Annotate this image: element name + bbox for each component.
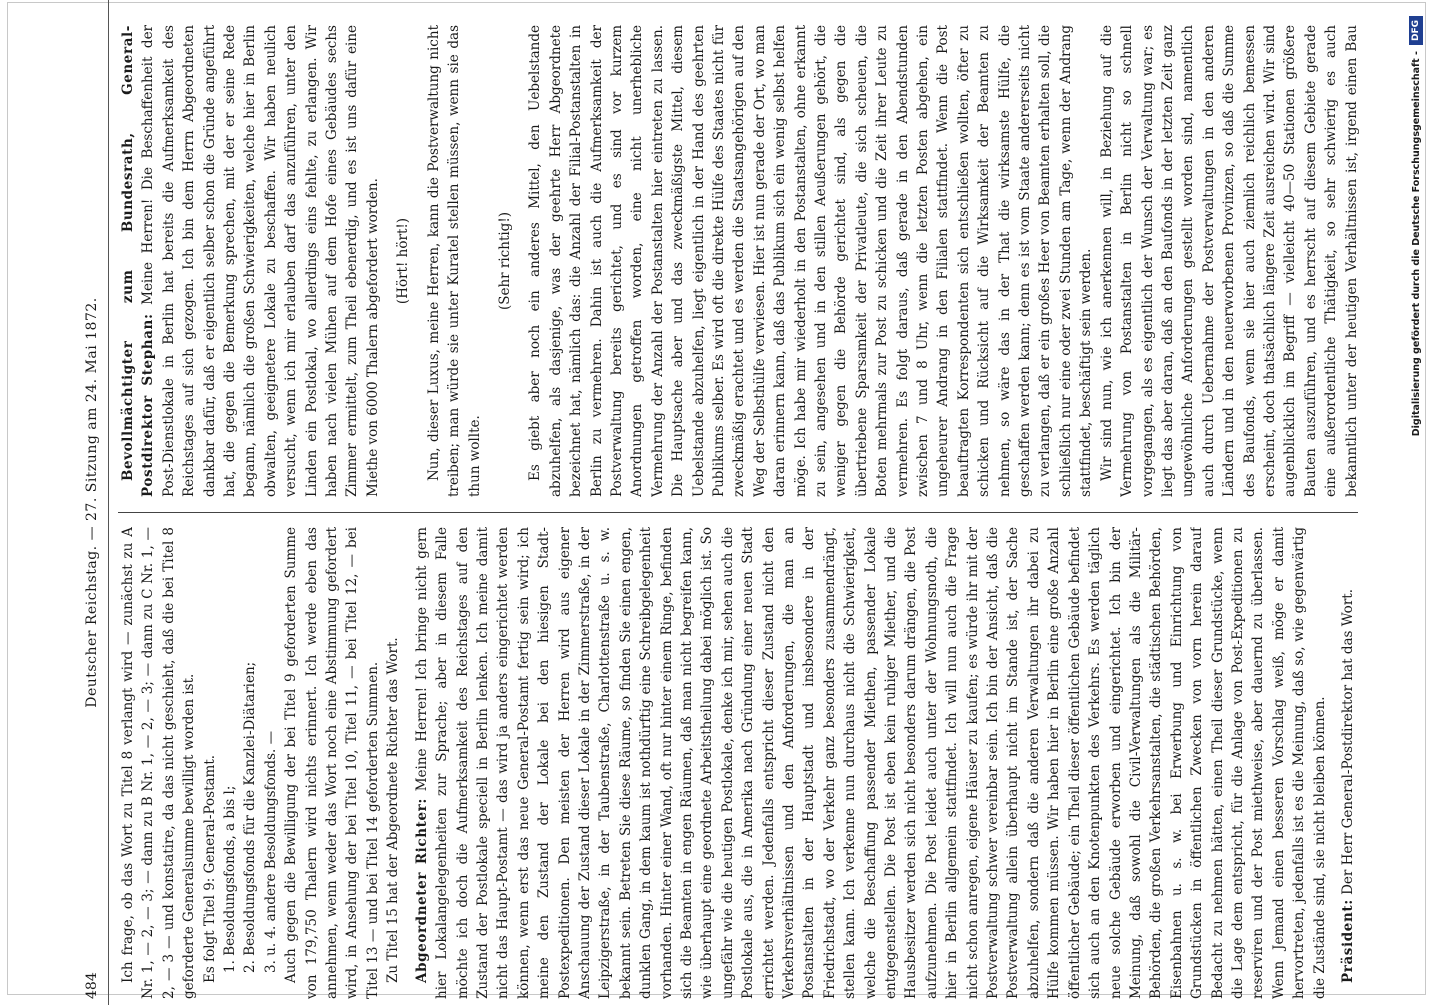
paragraph: Wir sind nun, wie ich anerkennen will, in Beziehung auf die Vermehrung von Postanstalten in Berlin nicht so schnell vorgegangen, als es eigentlich der Wunsch der Verwaltung war; es liegt das aber daran, daß an den Baufonds in der letzten Zeit ganz ungewöhnliche Anforderungen gestellt worden sind, namentlich auch durch Uebernahme der Postverwaltungen in den anderen Ländern und in den neuerworbenen Provinzen, so daß die Summe des Baufonds, wenn sie hier auch ziemlich reichlich bemessen erscheint, doch thatsächlich längere Zeit ausreichen wird. Wir sind augenblicklich im Begriff — vielleicht 40—50 Stationen größere Bauten auszuführen, und es herrscht auf diesem Gebiete gerade eine außerordentliche Thätigkeit, so sehr schwierig es auch bekanntlich unter der heutigen Verhältnissen ist, irgend einen Bau (1098, 25, 1360, 497)
list-item: 2. Besoldungsfonds für die Kanzlei-Diätarien; (242, 661, 259, 973)
paragraph: Nun, dieser Luxus, meine Herren, kann die Postverwaltung nicht treiben; man würde sie unter Kuratel stellen müssen, wenn sie das thun wollte. (425, 25, 483, 497)
page-number: 484 (84, 972, 100, 999)
speech-richter: Abgeordneter Richter: Meine Herren! Ich bringe nicht gern hier Lokalangelegenheiten zur Sprache; aber in diesem Falle möchte ich doch die Aufmerksamkeit des Reichstages auf den Zustand der Postlokale speciell in Berlin lenken. Ich meine damit nicht das Haupt-Postamt — das wird ja anders eingerichtet werden können, wenn erst das neue General-Postamt fertig sein wird; ich meine den Zustand der Lokale bei den hiesigen Stadt-Postexpeditionen. Den meisten der Herren wird aus eigener Anschauung der Zustand dieser Lokale in der Zimmerstraße, in der Leipzigerstraße, in der Taubenstraße, Charlottenstraße u. s. w. bekannt sein. Betreten Sie diese Räume, so finden Sie einen engen, dunklen Gang, in dem kaum ist nothdürftig eine Schreibgelegenheit vorhanden. Hinter einer Wand, oft nur hinter einem Ringe, befinden sich die Beamten in engen Räumen, daß man nicht begreifen kann, wie überhaupt eine geordnete Arbeitstheilung dabei möglich ist. So ungefähr wie die heutigen Postlokale, denke ich mir, sehen auch die Postlokale aus, die in Amerika nach Gründung einer neuen Stadt errichtet werden. Jedenfalls entspricht dieser Zustand nicht den Verkehrsverhältnissen und den Anforderungen, die man an Postanstalten in der Hauptstadt und insbesondere in der Friedrichstadt, wo der Verkehr ganz besonders zusammendrängt, stellen kann. Ich verkenne nun durchaus nicht die Schwierigkeit, welche die Beschaffung passender Miethen, passender Lokale entgegenstellen. Die Post ist eben kein ruhiger Miether, und die Hausbesitzer werden sich nicht besonders darum drängen, die Post aufzunehmen. Die Post leidet auch unter der Wohnungsnoth, die hier in Berlin allgemein stattfindet. Ich will nun auch die Frage nicht schon anregen, eigene Häuser zu kaufen; es würde ihr mit der Postverwaltung schwer vereinbar sein. Ich bin der Ansicht, daß die Postverwaltung allein überhaupt nicht im Stande ist, der Sache abzuhelfen, sondern daß die anderen Verwaltungen ihr dabei zu Hülfe kommen müssen. Wir haben hier in Berlin eine große Anzahl öffentlicher Gebäude; ein Theil dieser öffentlichen Gebäude befindet sich auch an den Knotenpunkten des Verkehrs. Es werden täglich neue solche Gebäude erworben und eingerichtet. Ich bin der Meinung, daß sowohl die Civil-Verwaltungen als die Militär-Behörden, die großen Verkehrsanstalten, die städtischen Behörden, Eisenbahnen u. s. w. bei Erwerbung und Einrichtung von Grundstücken in öffentlichen Zwecken von vorn herein darauf Bedacht zu nehmen hätten, einen Theil dieser Grundstücke, wenn die Lage dem entspricht, für die Anlage von Post-Expeditionen zu reserviren und der Post miethweise, aber dauernd zu überlassen. Wenn Jemand einen besseren Vorschlag weiß, möge er damit hervortreten, jedenfalls ist es die Meinung, daß so, wie gegenwärtig die Zustände sind, sie nicht bleiben können. (413, 527, 1328, 999)
speaker-name: Abgeordneter Richter: (413, 798, 430, 983)
column-divider (118, 512, 1358, 513)
digitization-sidebar (1404, 6, 1426, 994)
list-item: 3. u. 4. andere Besoldungsfonds. — (262, 730, 279, 973)
paragraph: Zu Titel 15 hat der Abgeordnete Richter das Wort. (385, 637, 402, 983)
dfg-logo: DFG (1409, 16, 1423, 45)
paragraph: Es giebt aber noch ein anderes Mittel, den Uebelstande abzuhelfen, als dasjenige, was der geehrte Herr Abgeordnete bezeichnet hat, nämlich das: die Anzahl der Filial-Postanstalten in Berlin zu vermehren. Dahin ist auch die Aufmerksamkeit der Postverwaltung bereits gerichtet, und es sind vor kurzem Anordnungen getroffen worden, eine nicht unerhebliche Vermehrung der Anzahl der Postanstalten hier eintreten zu lassen. Die Hauptsache aber und das zweckmäßigste Mittel, diesem Uebelstande abzuhelfen, liegt eigentlich in der Hand des geehrten Publikums selber. Es wird oft die direkte Hülfe des Staates nicht für zweckmäßig erachtet und es werden die Staatsangehörigen auf den Weg der Selbsthülfe verwiesen. Hier ist nun gerade der Ort, wo man daran erinnern kann, daß das Publikum sich ein wenig selbst helfen möge. Ich habe mir wiederholt in den Postanstalten, ohne erkannt zu sein, angesehen und in den stillen Aeußerungen gehört, die weniger gegen die Behörde gerichtet sind, als gegen die übertriebene Sparsamkeit der Privatleute, die sich scheuen, die Boten mehrmals zur Post zu schicken und die Zeit ihrer Leute zu vermehren. Es folgt daraus, daß gerade in den Abendstunden zwischen 7 und 8 Uhr, wenn die letzten Posten abgehen, ein ungeheurer Andrang in den Filialen stattfindet. Wenn die Post beauftragten Korrespondenten sich entschließen wollten, öfter zu schicken und Rücksicht auf die Wirksamkeit der Beamten zu nehmen, so wäre das in der That die wirksamste Hülfe, die geschaffen werden kann; denn es ist vom Staate andererseits nicht zu verlangen, daß er ein großes Heer von Beamten erhalten soll, die schließlich nur eine oder zwei Stunden am Tage, wenn der Andrang stattfindet, beschäftigt sein werden. (527, 25, 1095, 497)
paragraph: Ich frage, ob das Wort zu Titel 8 verlangt wird — zunächst zu A Nr. 1, — 2, — 3; — dann zu B Nr. 1, — 2, — 3; — dann zu C Nr. 1, — 2, — 3 — und konstatire, da das nicht geschieht, daß die bei Titel 8 geforderte Generalsumme bewilligt worden ist. (120, 527, 198, 999)
speech-stephan: Bevollmächtigter zum Bundesrath, General-Postdirektor Stephan: Meine Herren! Die Beschaffenheit der Post-Dienstlokale in Berlin hat bereits die Aufmerksamkeit des Reichstages auf sich gezogen. Ich bin dem Herrn Abgeordneten dankbar dafür, daß er eigentlich selber schon die Gründe angeführt hat, die gegen die Bemerkung sprechen, mit der er seine Rede begann, nämlich die großen Schwierigkeiten, welche hier in Berlin obwalten, geeignetere Lokale zu beschaffen. Wir haben neulich versucht, wenn ich mir erlauben darf das anzuführen, unter den Linden ein Postlokal, wo allerdings eins fehlte, zu erlangen. Wir haben nach vielen Mühen auf dem Hofe eines Gebäudes sechs Zimmer ermittelt, zum Theil ebenerdig, und es ist uns dafür eine Miethe von 6000 Thalern abgefordert worden. (120, 25, 381, 497)
speech-president: Präsident: Der Herr General-Postdirektor hat das Wort. (1339, 589, 1356, 983)
rotated-page (80, 0, 1370, 1005)
left-column (118, 527, 1363, 999)
list-item: 1. Besoldungsfonds, a bis l; (222, 785, 239, 973)
page-header (80, 0, 109, 1005)
digitization-notice: Digitalisierung gefördert durch die Deutsche Forschungsgemeinschaft - (1410, 51, 1422, 437)
speaker-name: Präsident: (1339, 899, 1356, 983)
right-column (118, 25, 1363, 497)
interjection: (Sehr richtig!) (496, 211, 513, 311)
paragraph: Es folgt Titel 9: General-Postamt. (201, 754, 218, 983)
speaker-name: Bevollmächtigter zum Bundesrath, General-Postdirektor Stephan: (120, 25, 157, 497)
paragraph: Auch gegen die Bewilligung der bei Titel 9 geforderten Summe von 179,750 Thalern wird nichts erinnert. Ich werde eben das annehmen, wenn weder das Wort noch eine Abstimmung gefordert wird, in Ansehung der bei Titel 10, Titel 11, — bei Titel 12, — bei Titel 13 — und bei Titel 14 geforderten Summen. (283, 527, 381, 999)
interjection: (Hört! hört!) (395, 217, 412, 305)
running-title: Deutscher Reichstag. — 27. Sitzung am 24. Mai 1872. (84, 297, 100, 708)
